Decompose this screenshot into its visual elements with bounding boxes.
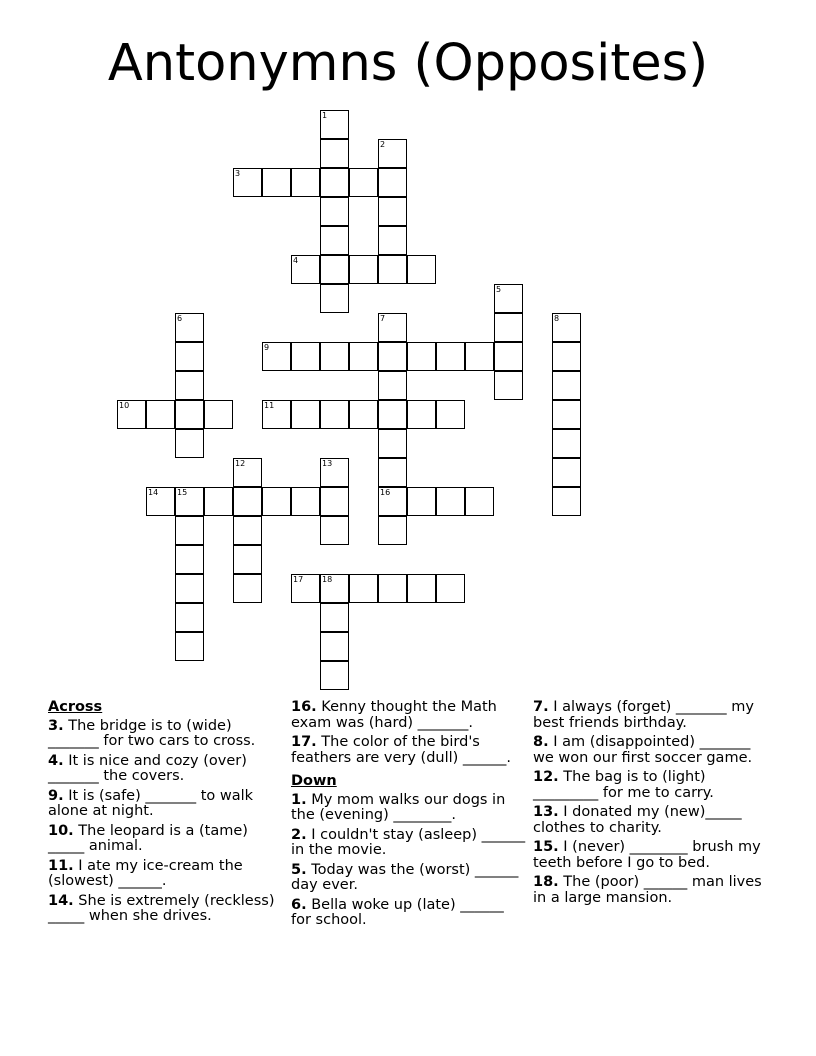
down-clue: [291, 828, 527, 859]
clue-label: 18.: [533, 874, 559, 890]
clue-text: I always (forget) _______ my best friends birthday.: [533, 699, 754, 731]
grid-cell: [349, 342, 378, 371]
grid-cell: [175, 632, 204, 661]
clue-number: 5: [496, 285, 502, 294]
clue-label: 10.: [48, 822, 74, 839]
clue-number: 2: [380, 140, 386, 149]
clue-label: 2.: [291, 826, 307, 843]
clue-text: I ate my ice-cream the (slowest) ______.: [48, 857, 243, 889]
clue-text: She is extremely (reckless) _____ when she drives.: [48, 892, 275, 924]
clue-number: 14: [148, 488, 159, 497]
grid-cell: [175, 574, 204, 603]
grid-cell: [262, 342, 291, 371]
grid-cell: [320, 168, 349, 197]
grid-cell: [552, 313, 581, 342]
grid-cell: [436, 574, 465, 603]
grid-cell: [349, 168, 378, 197]
clue-label: 16.: [291, 699, 317, 715]
grid-cell: [320, 255, 349, 284]
grid-cell: [233, 516, 262, 545]
clue-number: 17: [293, 575, 304, 584]
down-clue: [291, 898, 527, 929]
clue-number: 7: [380, 314, 386, 323]
grid-cell: [552, 429, 581, 458]
clue-label: 15.: [533, 839, 559, 855]
clue-number: 1: [322, 111, 328, 120]
clue-text: Bella woke up (late) ______ for school.: [291, 896, 504, 928]
grid-cell: [552, 342, 581, 371]
clue-label: 12.: [533, 769, 559, 785]
grid-cell: [407, 574, 436, 603]
grid-cell: [349, 400, 378, 429]
clue-text: Today was the (worst) ______ day ever.: [291, 861, 519, 893]
across-heading: Across: [48, 699, 103, 715]
grid-cell: [494, 371, 523, 400]
grid-cell: [320, 197, 349, 226]
grid-cell: [175, 429, 204, 458]
grid-cell: [175, 371, 204, 400]
page-title: Antonymns (Opposites): [107, 34, 709, 93]
grid-cell: [233, 458, 262, 487]
clue-number: 8: [554, 314, 560, 323]
grid-cell: [494, 342, 523, 371]
grid-cell: [378, 429, 407, 458]
grid-cell: [175, 603, 204, 632]
down-clue: [533, 770, 769, 801]
grid-cell: [320, 574, 349, 603]
grid-cell: [320, 110, 349, 139]
down-clue: [533, 735, 769, 766]
clue-label: 6.: [291, 896, 307, 913]
grid-cell: [175, 545, 204, 574]
down-clue: [291, 863, 527, 894]
grid-cell: [233, 168, 262, 197]
clues-column-1: [48, 700, 284, 929]
grid-cell: [320, 603, 349, 632]
clue-label: 14.: [48, 892, 74, 909]
grid-cell: [407, 400, 436, 429]
clue-label: 9.: [48, 787, 64, 804]
clue-number: 10: [119, 401, 130, 410]
across-clue: [48, 894, 284, 925]
grid-cell: [378, 168, 407, 197]
grid-cell: [320, 661, 349, 690]
grid-cell: [378, 197, 407, 226]
grid-cell: [233, 545, 262, 574]
clues-column-2: [291, 700, 527, 933]
grid-cell: [262, 400, 291, 429]
grid-cell: [175, 313, 204, 342]
clue-label: 3.: [48, 717, 64, 734]
grid-cell: [378, 574, 407, 603]
grid-cell: [378, 516, 407, 545]
across-clue: [291, 700, 527, 731]
clue-number: 11: [264, 401, 275, 410]
grid-cell: [291, 342, 320, 371]
grid-cell: [175, 400, 204, 429]
grid-cell: [378, 226, 407, 255]
clue-label: 11.: [48, 857, 74, 874]
grid-cell: [552, 487, 581, 516]
grid-cell: [146, 487, 175, 516]
grid-cell: [262, 487, 291, 516]
across-clue: [48, 719, 284, 750]
grid-cell: [552, 458, 581, 487]
grid-cell: [378, 400, 407, 429]
grid-cell: [262, 168, 291, 197]
grid-cell: [378, 487, 407, 516]
across-clue: [291, 735, 527, 766]
grid-cell: [320, 139, 349, 168]
grid-cell: [378, 313, 407, 342]
grid-cell: [175, 487, 204, 516]
grid-cell: [494, 313, 523, 342]
grid-cell: [436, 342, 465, 371]
clue-number: 13: [322, 459, 333, 468]
grid-cell: [378, 458, 407, 487]
grid-cell: [320, 516, 349, 545]
clue-number: 12: [235, 459, 246, 468]
grid-cell: [320, 342, 349, 371]
clue-text: It is (safe) _______ to walk alone at night.: [48, 787, 254, 819]
clue-number: 4: [293, 256, 299, 265]
clue-text: The leopard is a (tame) _____ animal.: [48, 822, 248, 854]
grid-cell: [175, 342, 204, 371]
clue-text: I am (disappointed) _______ we won our first soccer game.: [533, 734, 753, 766]
grid-cell: [552, 371, 581, 400]
clue-number: 6: [177, 314, 183, 323]
grid-cell: [378, 139, 407, 168]
grid-cell: [436, 487, 465, 516]
clue-text: I donated my (new)_____ clothes to charity.: [533, 804, 742, 836]
grid-cell: [320, 458, 349, 487]
clue-label: 13.: [533, 804, 559, 820]
clue-text: I couldn't stay (asleep) ______ in the movie.: [291, 826, 526, 858]
clue-text: The bag is to (light) _________ for me to carry.: [533, 769, 714, 801]
grid-cell: [175, 516, 204, 545]
down-clue: [533, 875, 769, 906]
down-heading: Down: [291, 773, 337, 789]
clue-label: 17.: [291, 734, 317, 750]
grid-cell: [436, 400, 465, 429]
grid-cell: [233, 487, 262, 516]
across-clue: [48, 859, 284, 890]
grid-cell: [407, 487, 436, 516]
grid-cell: [465, 342, 494, 371]
clue-text: My mom walks our dogs in the (evening) ________.: [291, 791, 506, 823]
grid-cell: [320, 226, 349, 255]
grid-cell: [378, 255, 407, 284]
grid-cell: [291, 255, 320, 284]
clue-label: 1.: [291, 791, 307, 808]
across-clue: [48, 824, 284, 855]
grid-cell: [378, 342, 407, 371]
grid-cell: [494, 284, 523, 313]
grid-cell: [291, 168, 320, 197]
clue-number: 18: [322, 575, 333, 584]
grid-cell: [552, 400, 581, 429]
clue-text: The bridge is to (wide) _______ for two cars to cross.: [48, 717, 256, 749]
grid-cell: [291, 487, 320, 516]
grid-cell: [320, 284, 349, 313]
grid-cell: [320, 487, 349, 516]
grid-cell: [349, 255, 378, 284]
clue-number: 16: [380, 488, 391, 497]
grid-cell: [204, 400, 233, 429]
grid-cell: [291, 574, 320, 603]
clue-text: It is nice and cozy (over) _______ the covers.: [48, 752, 247, 784]
clue-text: I (never) ________ brush my teeth before I go to bed.: [533, 839, 761, 871]
grid-cell: [117, 400, 146, 429]
down-clue: [533, 805, 769, 836]
clue-text: The (poor) ______ man lives in a large mansion.: [533, 874, 762, 906]
grid-cell: [407, 342, 436, 371]
clue-label: 5.: [291, 861, 307, 878]
grid-cell: [291, 400, 320, 429]
grid-cell: [233, 574, 262, 603]
clue-label: 8.: [533, 734, 549, 750]
grid-cell: [320, 400, 349, 429]
grid-cell: [378, 371, 407, 400]
down-clue: [533, 700, 769, 731]
grid-cell: [320, 632, 349, 661]
clue-number: 9: [264, 343, 270, 352]
clue-number: 15: [177, 488, 188, 497]
grid-cell: [407, 255, 436, 284]
clue-text: The color of the bird's feathers are very (dull) ______.: [291, 734, 512, 766]
across-clue: [48, 754, 284, 785]
grid-cell: [349, 574, 378, 603]
down-clue: [291, 793, 527, 824]
clue-label: 4.: [48, 752, 64, 769]
grid-cell: [465, 487, 494, 516]
down-clue: [533, 840, 769, 871]
clues-column-3: [533, 700, 769, 910]
clue-label: 7.: [533, 699, 549, 715]
clue-number: 3: [235, 169, 241, 178]
across-clue: [48, 789, 284, 820]
grid-cell: [146, 400, 175, 429]
grid-cell: [204, 487, 233, 516]
clue-text: Kenny thought the Math exam was (hard) _______.: [291, 699, 497, 731]
